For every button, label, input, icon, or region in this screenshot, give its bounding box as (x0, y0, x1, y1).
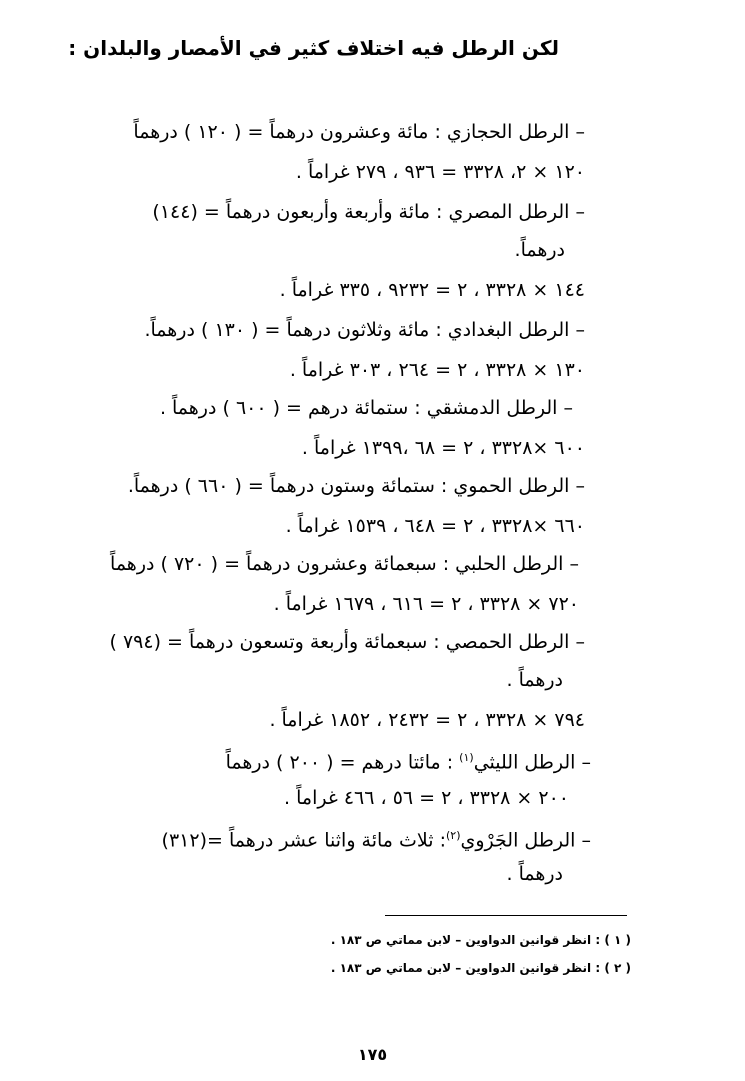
dimashqi-line: – الرطل الدمشقي : ستمائة درهم = ( ٦٠٠ ) درهماً . (159, 397, 573, 419)
page-heading: لكن الرطل فيه اختلاف كثير في الأمصار والبلدان : (68, 36, 559, 60)
hijazi-line: – الرطل الحجازي : مائة وعشرون درهماً = ( ١٢٠ ) درهماً (133, 121, 585, 143)
masri-line: – الرطل المصري : مائة وأربعة وأربعون درهماً = (١٤٤) (152, 201, 585, 223)
hijazi-calc: ١٢٠ × ٢، ٣٣٢٨ = ٩٣٦ ، ٢٧٩ غراماً . (295, 161, 585, 183)
footnote-ref-1[interactable]: (١) (459, 751, 474, 764)
jarawi-line (162, 822, 591, 854)
footnote-ref-2[interactable]: (٢) (445, 829, 461, 842)
halabi-calc: ٧٢٠ × ٣٣٢٨ ، ٢ = ٦١٦ ، ١٦٧٩ غراماً . (273, 593, 579, 615)
laythi-label: – الرطل الليثي (473, 751, 591, 774)
hamawi-line: – الرطل الحموي : ستمائة وستون درهماً = ( ٦٦٠ ) درهماً. (127, 475, 585, 497)
masri-calc: ١٤٤ × ٣٣٢٨ ، ٢ = ٩٢٣٢ ، ٣٣٥ غراماً . (279, 279, 585, 301)
halabi-line: – الرطل الحلبي : سبعمائة وعشرون درهماً = ( ٧٢٠ ) درهماً (110, 553, 579, 575)
baghdadi-calc: ١٣٠ × ٣٣٢٨ ، ٢ = ٢٦٤ ، ٣٠٣ غراماً . (289, 359, 585, 381)
footnote-1: ( ١ ) : انظر قوانين الدواوين – لابن مماتي ص ١٨٣ . (330, 933, 631, 947)
footnote-2: ( ٢ ) : انظر قوانين الدواوين – لابن مماتي ص ١٨٣ . (330, 961, 631, 975)
jarawi-unit: درهماً . (506, 863, 563, 885)
hamsi-unit: درهماً . (506, 669, 563, 691)
hamsi-calc: ٧٩٤ × ٣٣٢٨ ، ٢ = ٢٤٣٢ ، ١٨٥٢ غراماً . (269, 709, 585, 731)
hamsi-line: – الرطل الحمصي : سبعمائة وأربعة وتسعون درهماً = (٧٩٤ ) (109, 631, 585, 653)
laythi-rest: : مائتا درهم = ( ٢٠٠ ) درهماً (225, 751, 460, 774)
laythi-calc: ٢٠٠ × ٣٣٢٨ ، ٢ = ٥٦ ، ٤٦٦ غراماً . (284, 787, 569, 809)
baghdadi-line: – الرطل البغدادي : مائة وثلاثون درهماً = ( ١٣٠ ) درهماً. (144, 319, 585, 341)
dimashqi-calc: ٦٠٠ ×٣٣٢٨ ، ٢ = ٦٨ ،١٣٩٩ غراماً . (301, 437, 585, 459)
jarawi-rest: : ثلاث مائة واثنا عشر درهماً =(٣١٢) (161, 829, 446, 852)
laythi-line (226, 744, 591, 776)
footnote-separator (385, 915, 627, 916)
hamawi-calc: ٦٦٠ ×٣٣٢٨ ، ٢ = ٦٤٨ ، ١٥٣٩ غراماً . (285, 515, 585, 537)
jarawi-label: – الرطل الجَرْوي (460, 829, 591, 852)
page-number: ١٧٥ (357, 1045, 388, 1064)
masri-unit: درهماً. (514, 239, 565, 261)
